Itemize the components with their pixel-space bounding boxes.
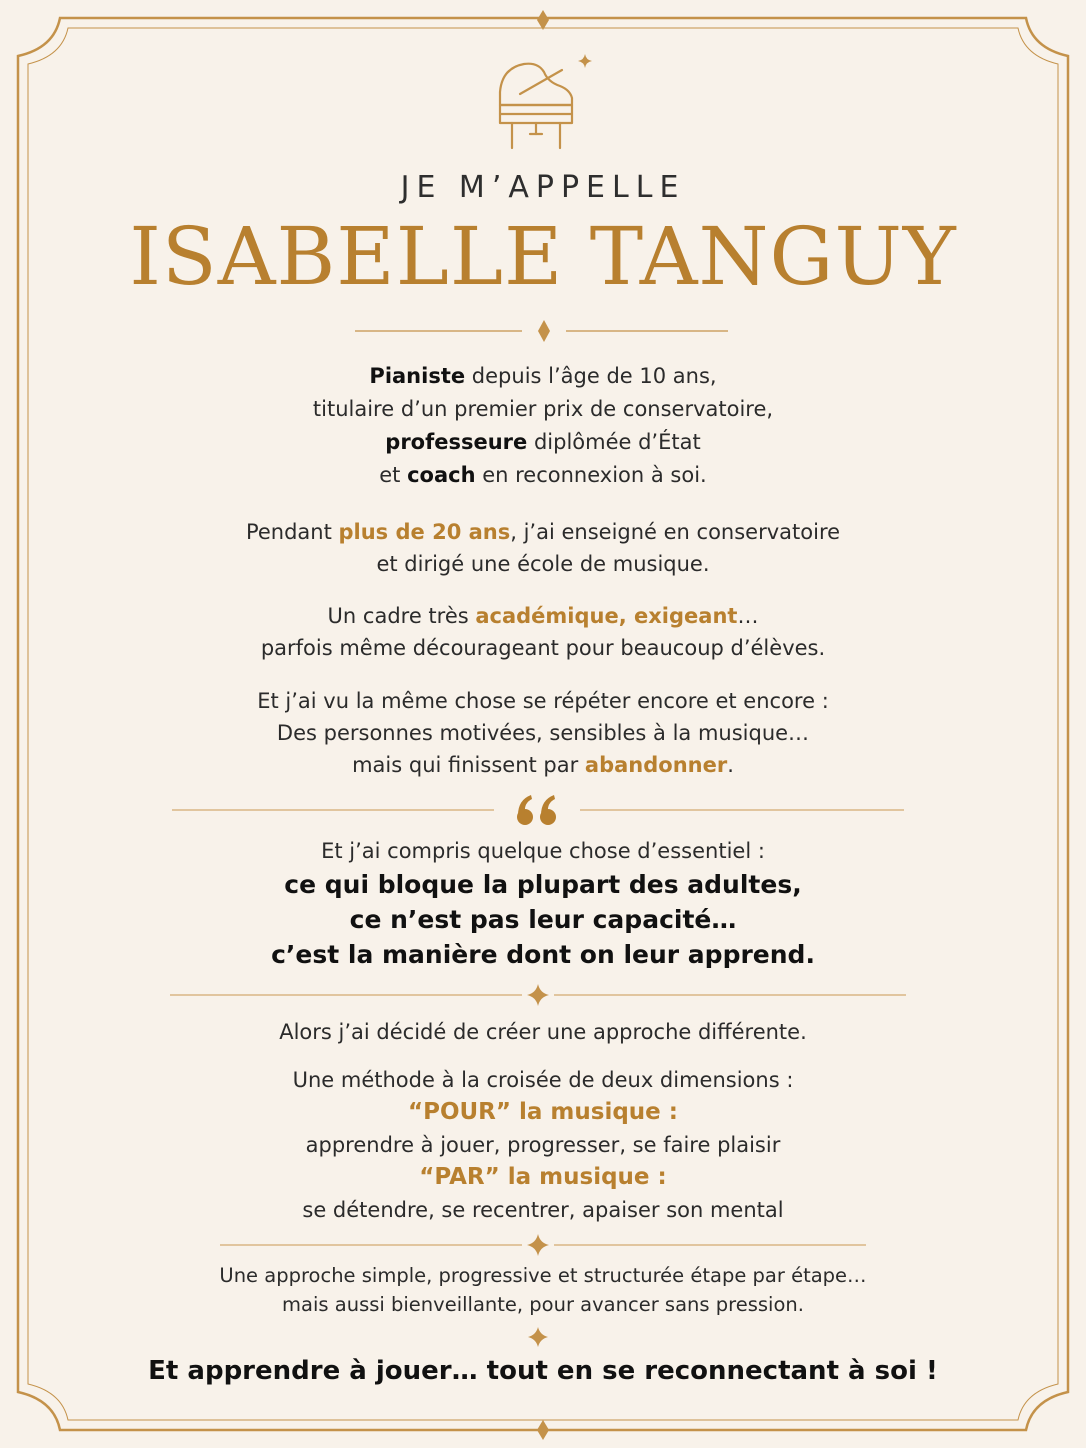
intro-heading: JE M’APPELLE	[400, 170, 686, 205]
frame-highlight: académique, exigeant	[475, 604, 738, 628]
approach-section	[60, 1261, 1026, 1319]
obs-text-3a: mais qui finissent par	[352, 753, 585, 777]
bio-text-4b: en reconnexion à soi.	[475, 463, 707, 487]
method-section	[60, 1064, 1026, 1226]
bio-text-2: titulaire d’un premier prix de conservatoire,	[312, 397, 774, 421]
quote-section	[60, 835, 1026, 972]
experience-section	[60, 516, 1026, 580]
bio-text-4a: et	[379, 463, 408, 487]
name-title: ISABELLE TANGUY	[129, 210, 957, 303]
bio-text-3: diplômée d’État	[527, 430, 701, 454]
method-pour-title: “POUR” la musique :	[407, 1099, 678, 1125]
obs-text-1: Et j’ai vu la même chose se répéter encore et encore :	[257, 689, 829, 713]
bio-bold-3: professeure	[385, 430, 528, 454]
method-pour-desc: apprendre à jouer, progresser, se faire plaisir	[305, 1133, 781, 1157]
frame-text-1a: Un cadre très	[327, 604, 476, 628]
quote-line-3: c’est la manière dont on leur apprend.	[271, 940, 815, 969]
decision-text: Alors j’ai décidé de créer une approche différente.	[279, 1020, 807, 1044]
exp-text-1a: Pendant	[245, 520, 339, 544]
exp-text-2: et dirigé une école de musique.	[376, 552, 710, 576]
bio-text-1: depuis l’âge de 10 ans,	[465, 364, 717, 388]
bio-section	[60, 360, 1026, 492]
obs-text-2: Des personnes motivées, sensibles à la musique…	[276, 721, 810, 745]
final-statement: Et apprendre à jouer… tout en se reconnectant à soi !	[148, 1356, 938, 1386]
exp-text-1b: , j’ai enseigné en conservatoire	[510, 520, 841, 544]
bio-bold-4: coach	[407, 463, 476, 487]
sparkle-icon	[578, 54, 592, 68]
frame-section	[60, 600, 1026, 664]
method-par-title: “PAR” la musique :	[419, 1164, 667, 1190]
grand-piano-icon	[490, 50, 600, 160]
obs-text-3b: .	[727, 753, 734, 777]
approach-text-2: mais aussi bienveillante, pour avancer sans pression.	[282, 1293, 804, 1316]
quote-lead: Et j’ai compris quelque chose d’essentiel :	[321, 839, 765, 863]
observation-section	[60, 685, 1026, 781]
exp-highlight: plus de 20 ans	[338, 520, 511, 544]
quote-line-2: ce n’est pas leur capacité…	[349, 905, 737, 934]
method-intro: Une méthode à la croisée de deux dimensions :	[292, 1068, 794, 1092]
obs-highlight: abandonner	[584, 753, 728, 777]
frame-text-2: parfois même décourageant pour beaucoup d’élèves.	[260, 636, 826, 660]
bio-bold-1: Pianiste	[369, 364, 466, 388]
frame-text-1b: …	[737, 604, 759, 628]
quote-line-1: ce qui bloque la plupart des adultes,	[284, 870, 802, 899]
approach-text-1: Une approche simple, progressive et structurée étape par étape…	[219, 1264, 867, 1287]
method-par-desc: se détendre, se recentrer, apaiser son mental	[302, 1198, 784, 1222]
